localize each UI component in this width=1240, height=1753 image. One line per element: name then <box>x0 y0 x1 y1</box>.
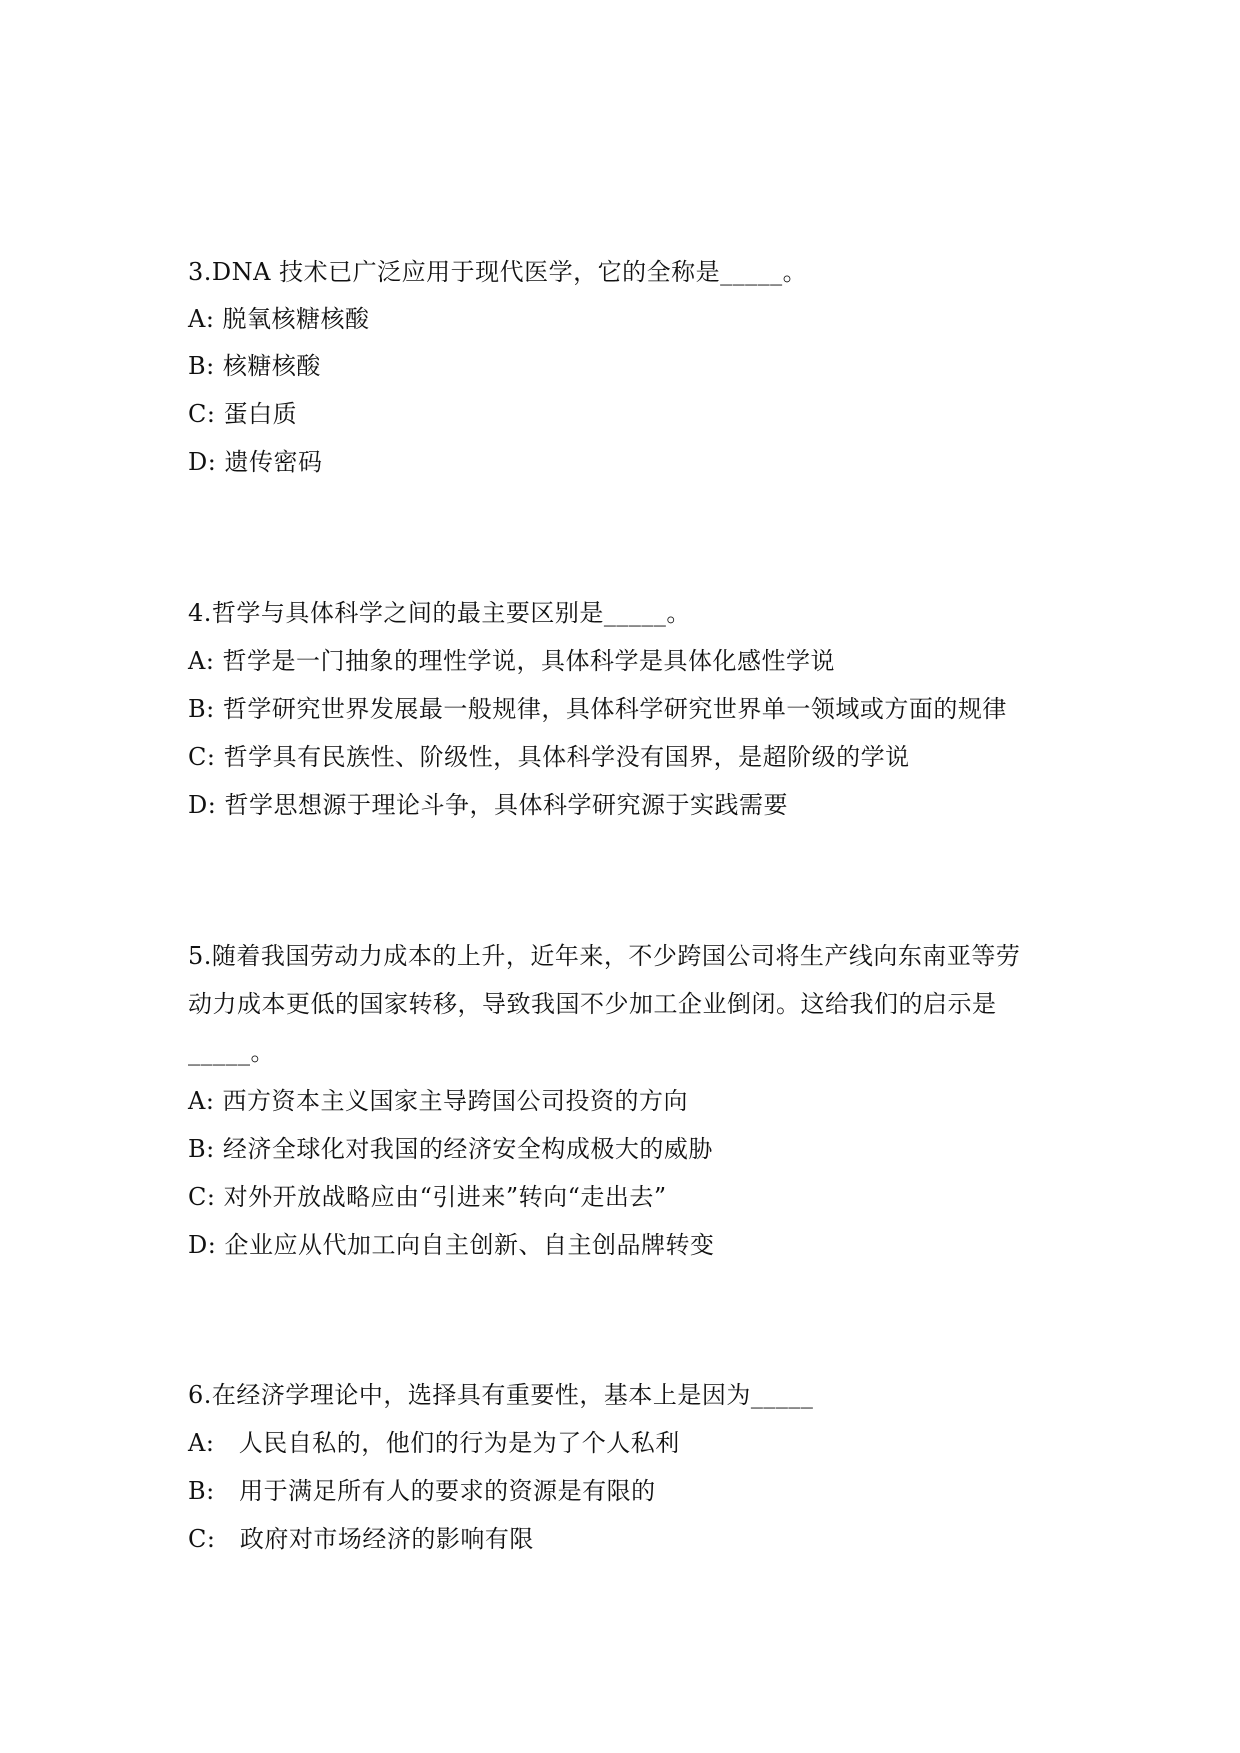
question-6-option-a: A: 人民自私的，他们的行为是为了个人私利 <box>188 1429 680 1457</box>
question-5-option-b: B: 经济全球化对我国的经济安全构成极大的威胁 <box>188 1135 713 1163</box>
question-5-option-c: C: 对外开放战略应由“引进来”转向“走出去” <box>188 1183 667 1211</box>
question-6-option-b: B: 用于满足所有人的要求的资源是有限的 <box>188 1477 656 1505</box>
question-3-option-b: B: 核糖核酸 <box>188 352 321 380</box>
question-5-stem-line-2: 动力成本更低的国家转移，导致我国不少加工企业倒闭。这给我们的启示是 <box>188 990 997 1018</box>
question-4-option-a: A: 哲学是一门抽象的理性学说，具体科学是具体化感性学说 <box>188 647 836 675</box>
question-6-option-c: C: 政府对市场经济的影响有限 <box>188 1525 534 1553</box>
question-3-option-d: D: 遗传密码 <box>188 448 323 476</box>
question-5-option-d: D: 企业应从代加工向自主创新、自主创品牌转变 <box>188 1231 715 1259</box>
question-4-option-d: D: 哲学思想源于理论斗争，具体科学研究源于实践需要 <box>188 791 788 819</box>
question-6-stem: 6.在经济学理论中，选择具有重要性，基本上是因为_____ <box>188 1381 814 1409</box>
question-3-stem: 3.DNA 技术已广泛应用于现代医学，它的全称是_____。 <box>188 258 808 286</box>
question-5-stem-line-1: 5.随着我国劳动力成本的上升，近年来，不少跨国公司将生产线向东南亚等劳 <box>188 942 1021 970</box>
question-4-option-c: C: 哲学具有民族性、阶级性，具体科学没有国界，是超阶级的学说 <box>188 743 910 771</box>
question-4-option-b: B: 哲学研究世界发展最一般规律，具体科学研究世界单一领域或方面的规律 <box>188 695 1007 723</box>
question-3-option-a: A: 脱氧核糖核酸 <box>188 305 370 333</box>
question-4-stem: 4.哲学与具体科学之间的最主要区别是_____。 <box>188 599 691 627</box>
question-3-option-c: C: 蛋白质 <box>188 400 298 428</box>
question-5-option-a: A: 西方资本主义国家主导跨国公司投资的方向 <box>188 1087 689 1115</box>
question-5-stem-line-3: _____。 <box>188 1038 275 1066</box>
